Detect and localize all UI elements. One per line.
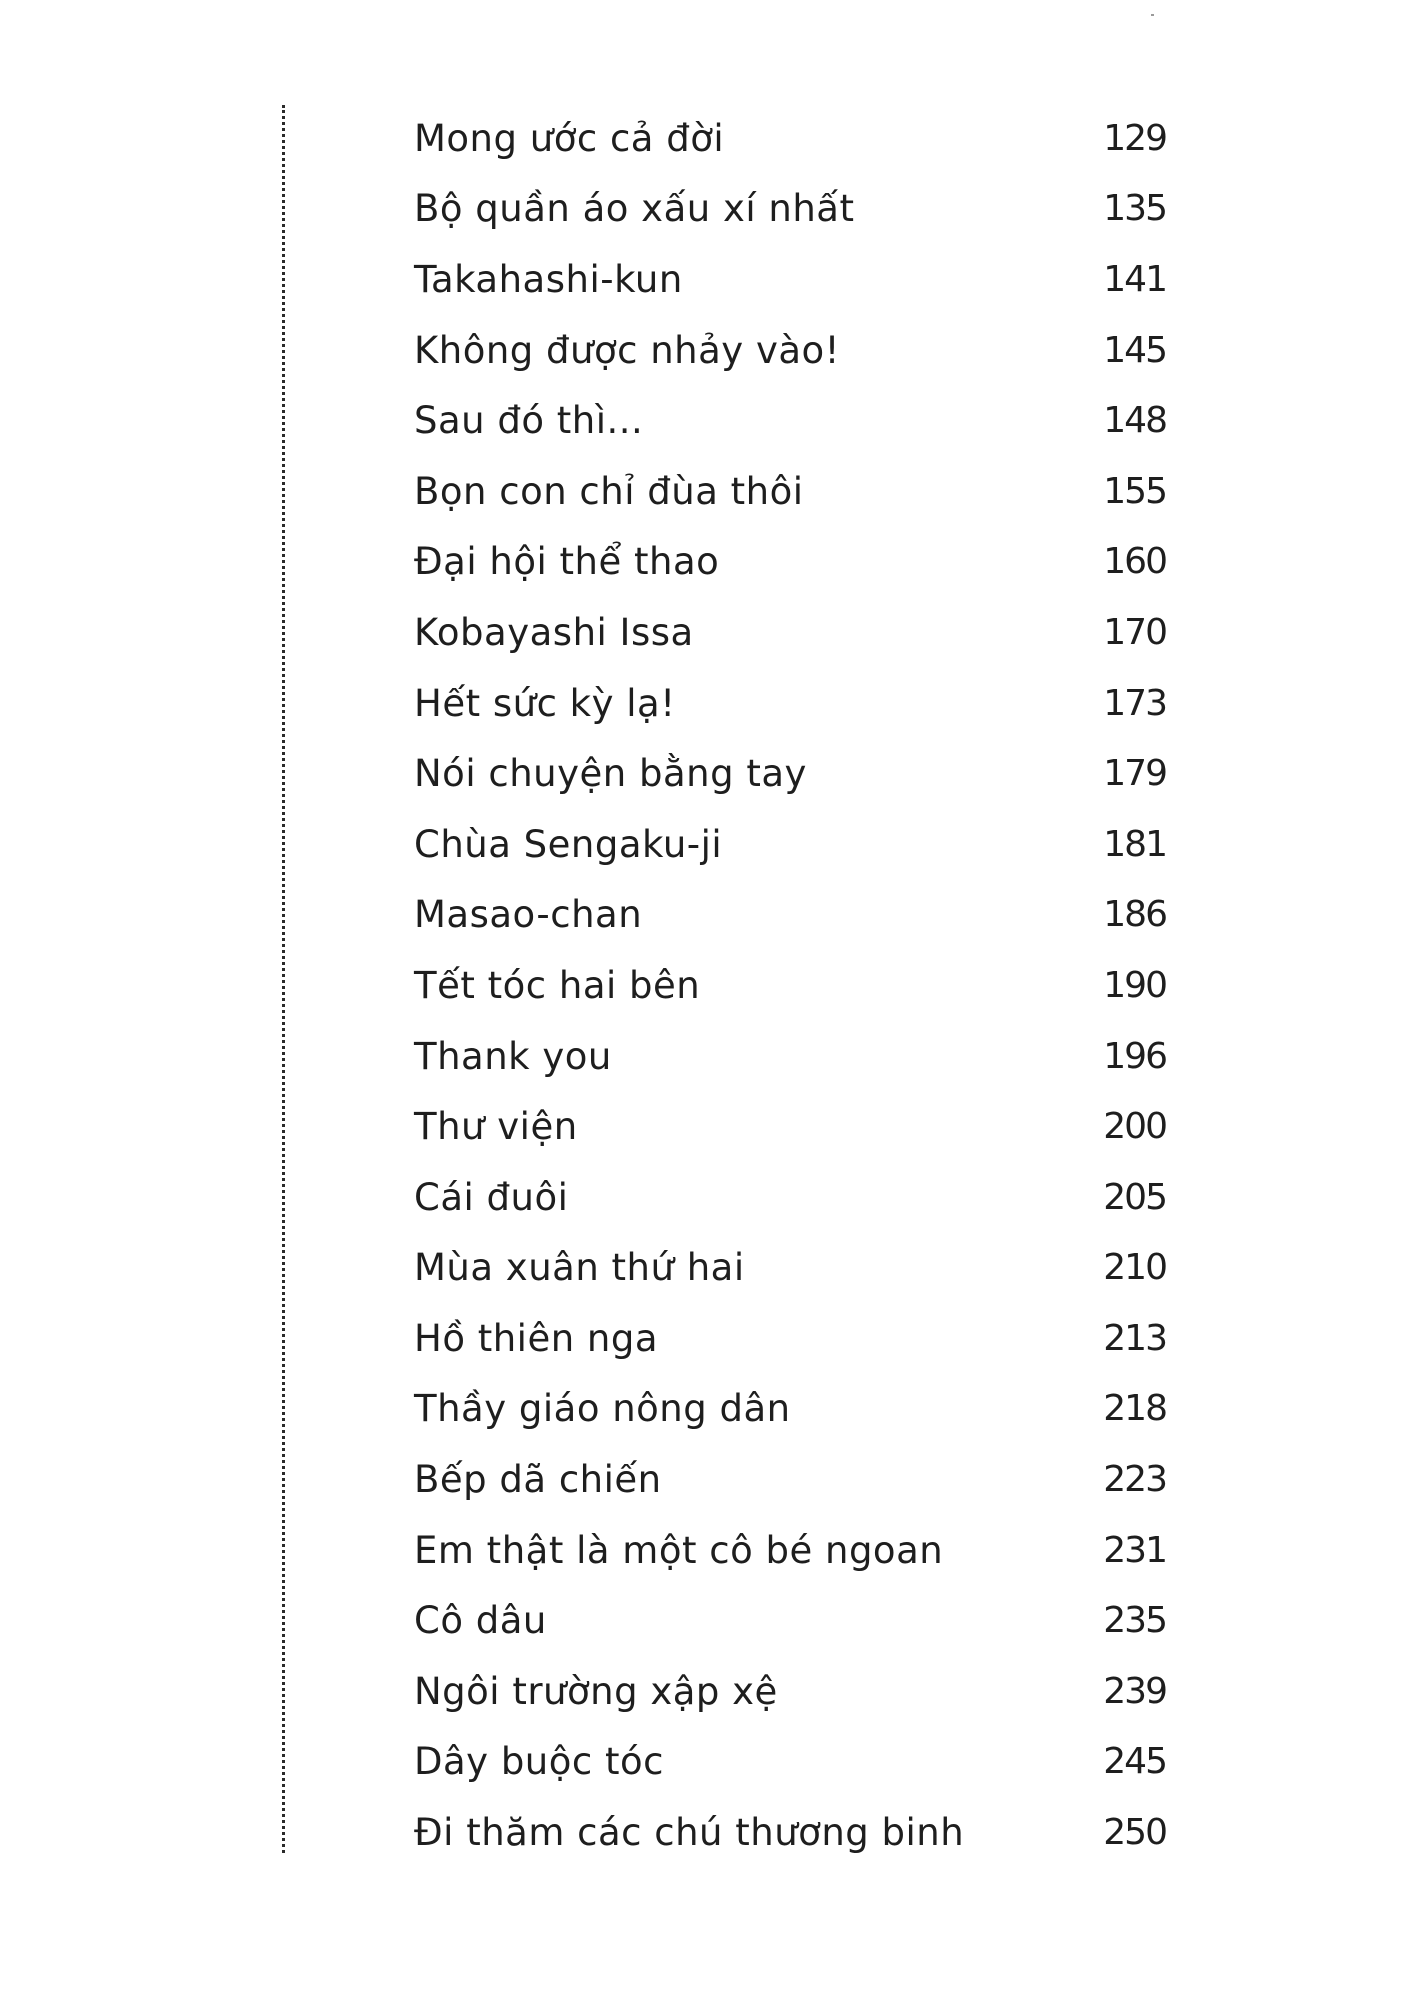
toc-entry-title: Bộ quần áo xấu xí nhất <box>414 187 855 231</box>
toc-entry <box>414 1374 1166 1445</box>
toc-entry <box>414 1444 1166 1515</box>
toc-entry-title: Không được nhảy vào! <box>414 328 840 372</box>
toc-entry-title: Ngôi trường xập xệ <box>414 1669 778 1713</box>
toc-entry-page: 160 <box>1103 541 1166 583</box>
toc-entry-title: Sau đó thì... <box>414 399 644 443</box>
toc-entry <box>414 244 1166 315</box>
table-of-contents <box>414 103 1166 1868</box>
toc-entry-page: 218 <box>1103 1388 1166 1430</box>
scan-speck <box>1151 14 1154 16</box>
toc-entry-page: 186 <box>1103 894 1166 936</box>
toc-entry-page: 239 <box>1103 1670 1166 1712</box>
toc-entry-title: Dây buộc tóc <box>414 1740 664 1784</box>
toc-entry <box>414 1162 1166 1233</box>
toc-entry-title: Bọn con chỉ đùa thôi <box>414 469 804 513</box>
toc-entry-page: 210 <box>1103 1247 1166 1289</box>
toc-entry-page: 141 <box>1103 258 1166 300</box>
toc-entry-title: Mong ước cả đời <box>414 116 725 160</box>
toc-entry-title: Takahashi-kun <box>414 257 683 301</box>
toc-entry-page: 205 <box>1103 1176 1166 1218</box>
toc-entry <box>414 1656 1166 1727</box>
toc-entry-title: Kobayashi Issa <box>414 610 694 654</box>
toc-entry-title: Thầy giáo nông dân <box>414 1387 791 1431</box>
toc-entry <box>414 738 1166 809</box>
toc-entry <box>414 1233 1166 1304</box>
toc-entry-title: Em thật là một cô bé ngoan <box>414 1528 944 1572</box>
toc-entry-title: Cô dâu <box>414 1599 547 1643</box>
toc-entry-title: Chùa Sengaku-ji <box>414 822 723 866</box>
toc-entry-title: Đi thăm các chú thương binh <box>414 1811 965 1855</box>
toc-entry-page: 181 <box>1103 823 1166 865</box>
dotted-margin-rule <box>282 105 285 1853</box>
toc-entry <box>414 315 1166 386</box>
toc-entry-page: 231 <box>1103 1529 1166 1571</box>
toc-entry-page: 250 <box>1103 1812 1166 1854</box>
toc-entry-page: 223 <box>1103 1459 1166 1501</box>
toc-entry-title: Đại hội thể thao <box>414 540 720 584</box>
toc-entry-title: Masao-chan <box>414 893 643 937</box>
toc-entry-page: 213 <box>1103 1317 1166 1359</box>
toc-entry-page: 173 <box>1103 682 1166 724</box>
toc-entry <box>414 174 1166 245</box>
toc-entry-title: Thư viện <box>414 1105 578 1149</box>
toc-entry <box>414 527 1166 598</box>
toc-entry <box>414 103 1166 174</box>
toc-entry <box>414 950 1166 1021</box>
toc-entry <box>414 1727 1166 1798</box>
toc-entry-title: Hồ thiên nga <box>414 1316 659 1360</box>
toc-entry <box>414 809 1166 880</box>
toc-entry-page: 190 <box>1103 964 1166 1006</box>
toc-entry-page: 179 <box>1103 753 1166 795</box>
toc-entry-page: 196 <box>1103 1035 1166 1077</box>
toc-entry-page: 200 <box>1103 1106 1166 1148</box>
toc-entry-title: Thank you <box>414 1034 612 1078</box>
toc-entry <box>414 668 1166 739</box>
toc-entry <box>414 456 1166 527</box>
toc-entry <box>414 385 1166 456</box>
toc-entry-page: 145 <box>1103 329 1166 371</box>
toc-entry <box>414 1021 1166 1092</box>
toc-entry-page: 155 <box>1103 470 1166 512</box>
toc-entry <box>414 1515 1166 1586</box>
toc-entry-title: Mùa xuân thứ hai <box>414 1246 745 1290</box>
toc-entry-page: 129 <box>1103 117 1166 159</box>
toc-entry <box>414 880 1166 951</box>
toc-entry-title: Tết tóc hai bên <box>414 963 701 1007</box>
toc-entry-page: 148 <box>1103 400 1166 442</box>
toc-entry <box>414 1091 1166 1162</box>
toc-entry-page: 170 <box>1103 611 1166 653</box>
toc-entry-page: 245 <box>1103 1741 1166 1783</box>
toc-entry-title: Cái đuôi <box>414 1175 569 1219</box>
toc-entry <box>414 597 1166 668</box>
toc-entry <box>414 1303 1166 1374</box>
toc-entry <box>414 1585 1166 1656</box>
toc-entry-page: 135 <box>1103 188 1166 230</box>
toc-entry-title: Bếp dã chiến <box>414 1458 662 1502</box>
toc-entry-title: Hết sức kỳ lạ! <box>414 681 676 725</box>
toc-entry <box>414 1797 1166 1868</box>
toc-entry-page: 235 <box>1103 1600 1166 1642</box>
toc-entry-title: Nói chuyện bằng tay <box>414 752 807 796</box>
